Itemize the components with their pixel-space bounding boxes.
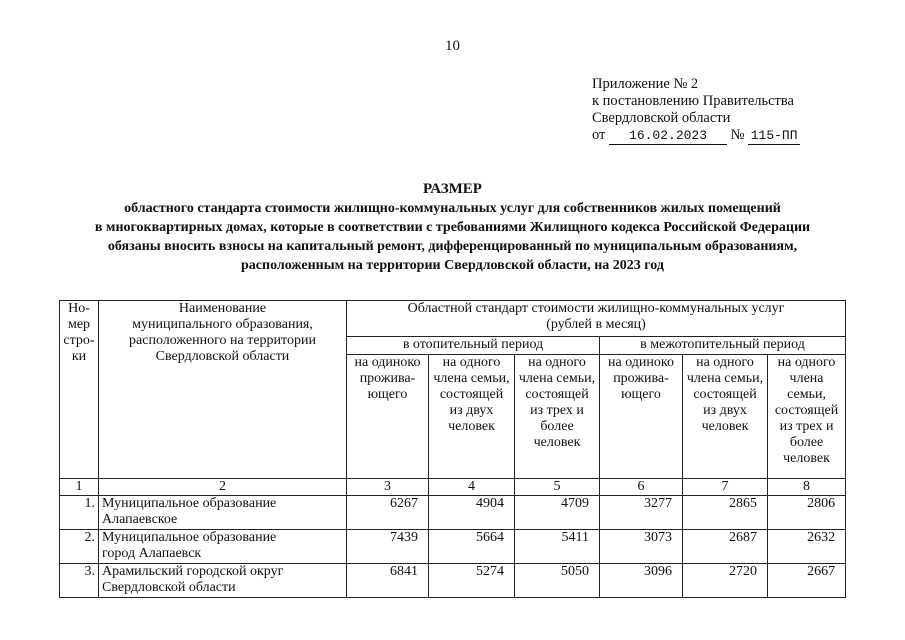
value-cell: 6267 bbox=[347, 496, 429, 530]
appendix-line-3: Свердловской области bbox=[592, 110, 731, 126]
value-cell: 2720 bbox=[683, 564, 768, 598]
document-title bbox=[0, 180, 905, 275]
table-row bbox=[60, 564, 846, 598]
table-row bbox=[60, 530, 846, 564]
value-cell: 3073 bbox=[600, 530, 683, 564]
value-cell: 5411 bbox=[515, 530, 600, 564]
decree-number: 115-ПП bbox=[748, 127, 800, 145]
row-number: 3. bbox=[60, 564, 99, 598]
column-number: 7 bbox=[683, 479, 768, 496]
value-cell: 5664 bbox=[429, 530, 515, 564]
subheader-heating-three: на одного члена семьи, состоящей из трех и более человек bbox=[515, 355, 600, 479]
value-cell: 5050 bbox=[515, 564, 600, 598]
column-number: 5 bbox=[515, 479, 600, 496]
subheader-heating-two: на одного члена семьи, состоящей из двух человек bbox=[429, 355, 515, 479]
column-number: 2 bbox=[99, 479, 347, 496]
title-line-1: областного стандарта стоимости жилищно-коммунальных услуг для собственников жилых помещений bbox=[124, 201, 781, 216]
value-cell: 2632 bbox=[768, 530, 846, 564]
appendix-block bbox=[592, 76, 800, 145]
header-standard-cost: Областной стандарт стоимости жилищно-коммунальных услуг (рублей в месяц) bbox=[347, 301, 846, 337]
municipality-name: Муниципальное образование город Алапаевск bbox=[99, 530, 347, 564]
value-cell: 2806 bbox=[768, 496, 846, 530]
row-number: 2. bbox=[60, 530, 99, 564]
column-number: 8 bbox=[768, 479, 846, 496]
table-row bbox=[60, 496, 846, 530]
value-cell: 5274 bbox=[429, 564, 515, 598]
municipality-name: Арамильский городской округ Свердловской области bbox=[99, 564, 347, 598]
header-heating-period: в отопительный период bbox=[347, 337, 600, 355]
value-cell: 3096 bbox=[600, 564, 683, 598]
subheader-nonheating-single: на одиноко прожива- ющего bbox=[600, 355, 683, 479]
appendix-line-1: Приложение № 2 bbox=[592, 76, 699, 92]
appendix-line-2: к постановлению Правительства bbox=[592, 93, 794, 109]
column-number: 4 bbox=[429, 479, 515, 496]
header-row-number: Но- мер стро- ки bbox=[60, 301, 99, 479]
standard-cost-table bbox=[59, 300, 846, 598]
page-number: 10 bbox=[445, 38, 460, 54]
column-number-row bbox=[60, 479, 846, 496]
subheader-nonheating-three: на одного члена семьи, состоящей из трех и более человек bbox=[768, 355, 846, 479]
appendix-date-line bbox=[592, 127, 800, 145]
column-number: 1 bbox=[60, 479, 99, 496]
decree-date: 16.02.2023 bbox=[609, 127, 727, 145]
header-municipality-name: Наименование муниципального образования, расположенного на территории Свердловской области bbox=[99, 301, 347, 479]
title-line-4: расположенным на территории Свердловской области, на 2023 год bbox=[241, 258, 664, 273]
title-line-2: в многоквартирных домах, которые в соответствии с требованиями Жилищного кодекса Российской Федерации bbox=[94, 220, 811, 235]
subheader-nonheating-two: на одного члена семьи, состоящей из двух человек bbox=[683, 355, 768, 479]
value-cell: 4709 bbox=[515, 496, 600, 530]
subheader-heating-single: на одиноко прожива- ющего bbox=[347, 355, 429, 479]
row-number: 1. bbox=[60, 496, 99, 530]
header-nonheating-period: в межотопительный период bbox=[600, 337, 846, 355]
municipality-name: Муниципальное образование Алапаевское bbox=[99, 496, 347, 530]
column-number: 6 bbox=[600, 479, 683, 496]
value-cell: 2667 bbox=[768, 564, 846, 598]
value-cell: 7439 bbox=[347, 530, 429, 564]
title-main: РАЗМЕР bbox=[423, 181, 482, 197]
value-cell: 2687 bbox=[683, 530, 768, 564]
value-cell: 6841 bbox=[347, 564, 429, 598]
number-label: № bbox=[730, 127, 745, 143]
value-cell: 4904 bbox=[429, 496, 515, 530]
from-label: от bbox=[592, 127, 606, 143]
title-line-3: обязаны вносить взносы на капитальный ремонт, дифференцированный по муниципальным образованиям, bbox=[107, 239, 798, 254]
column-number: 3 bbox=[347, 479, 429, 496]
value-cell: 3277 bbox=[600, 496, 683, 530]
value-cell: 2865 bbox=[683, 496, 768, 530]
